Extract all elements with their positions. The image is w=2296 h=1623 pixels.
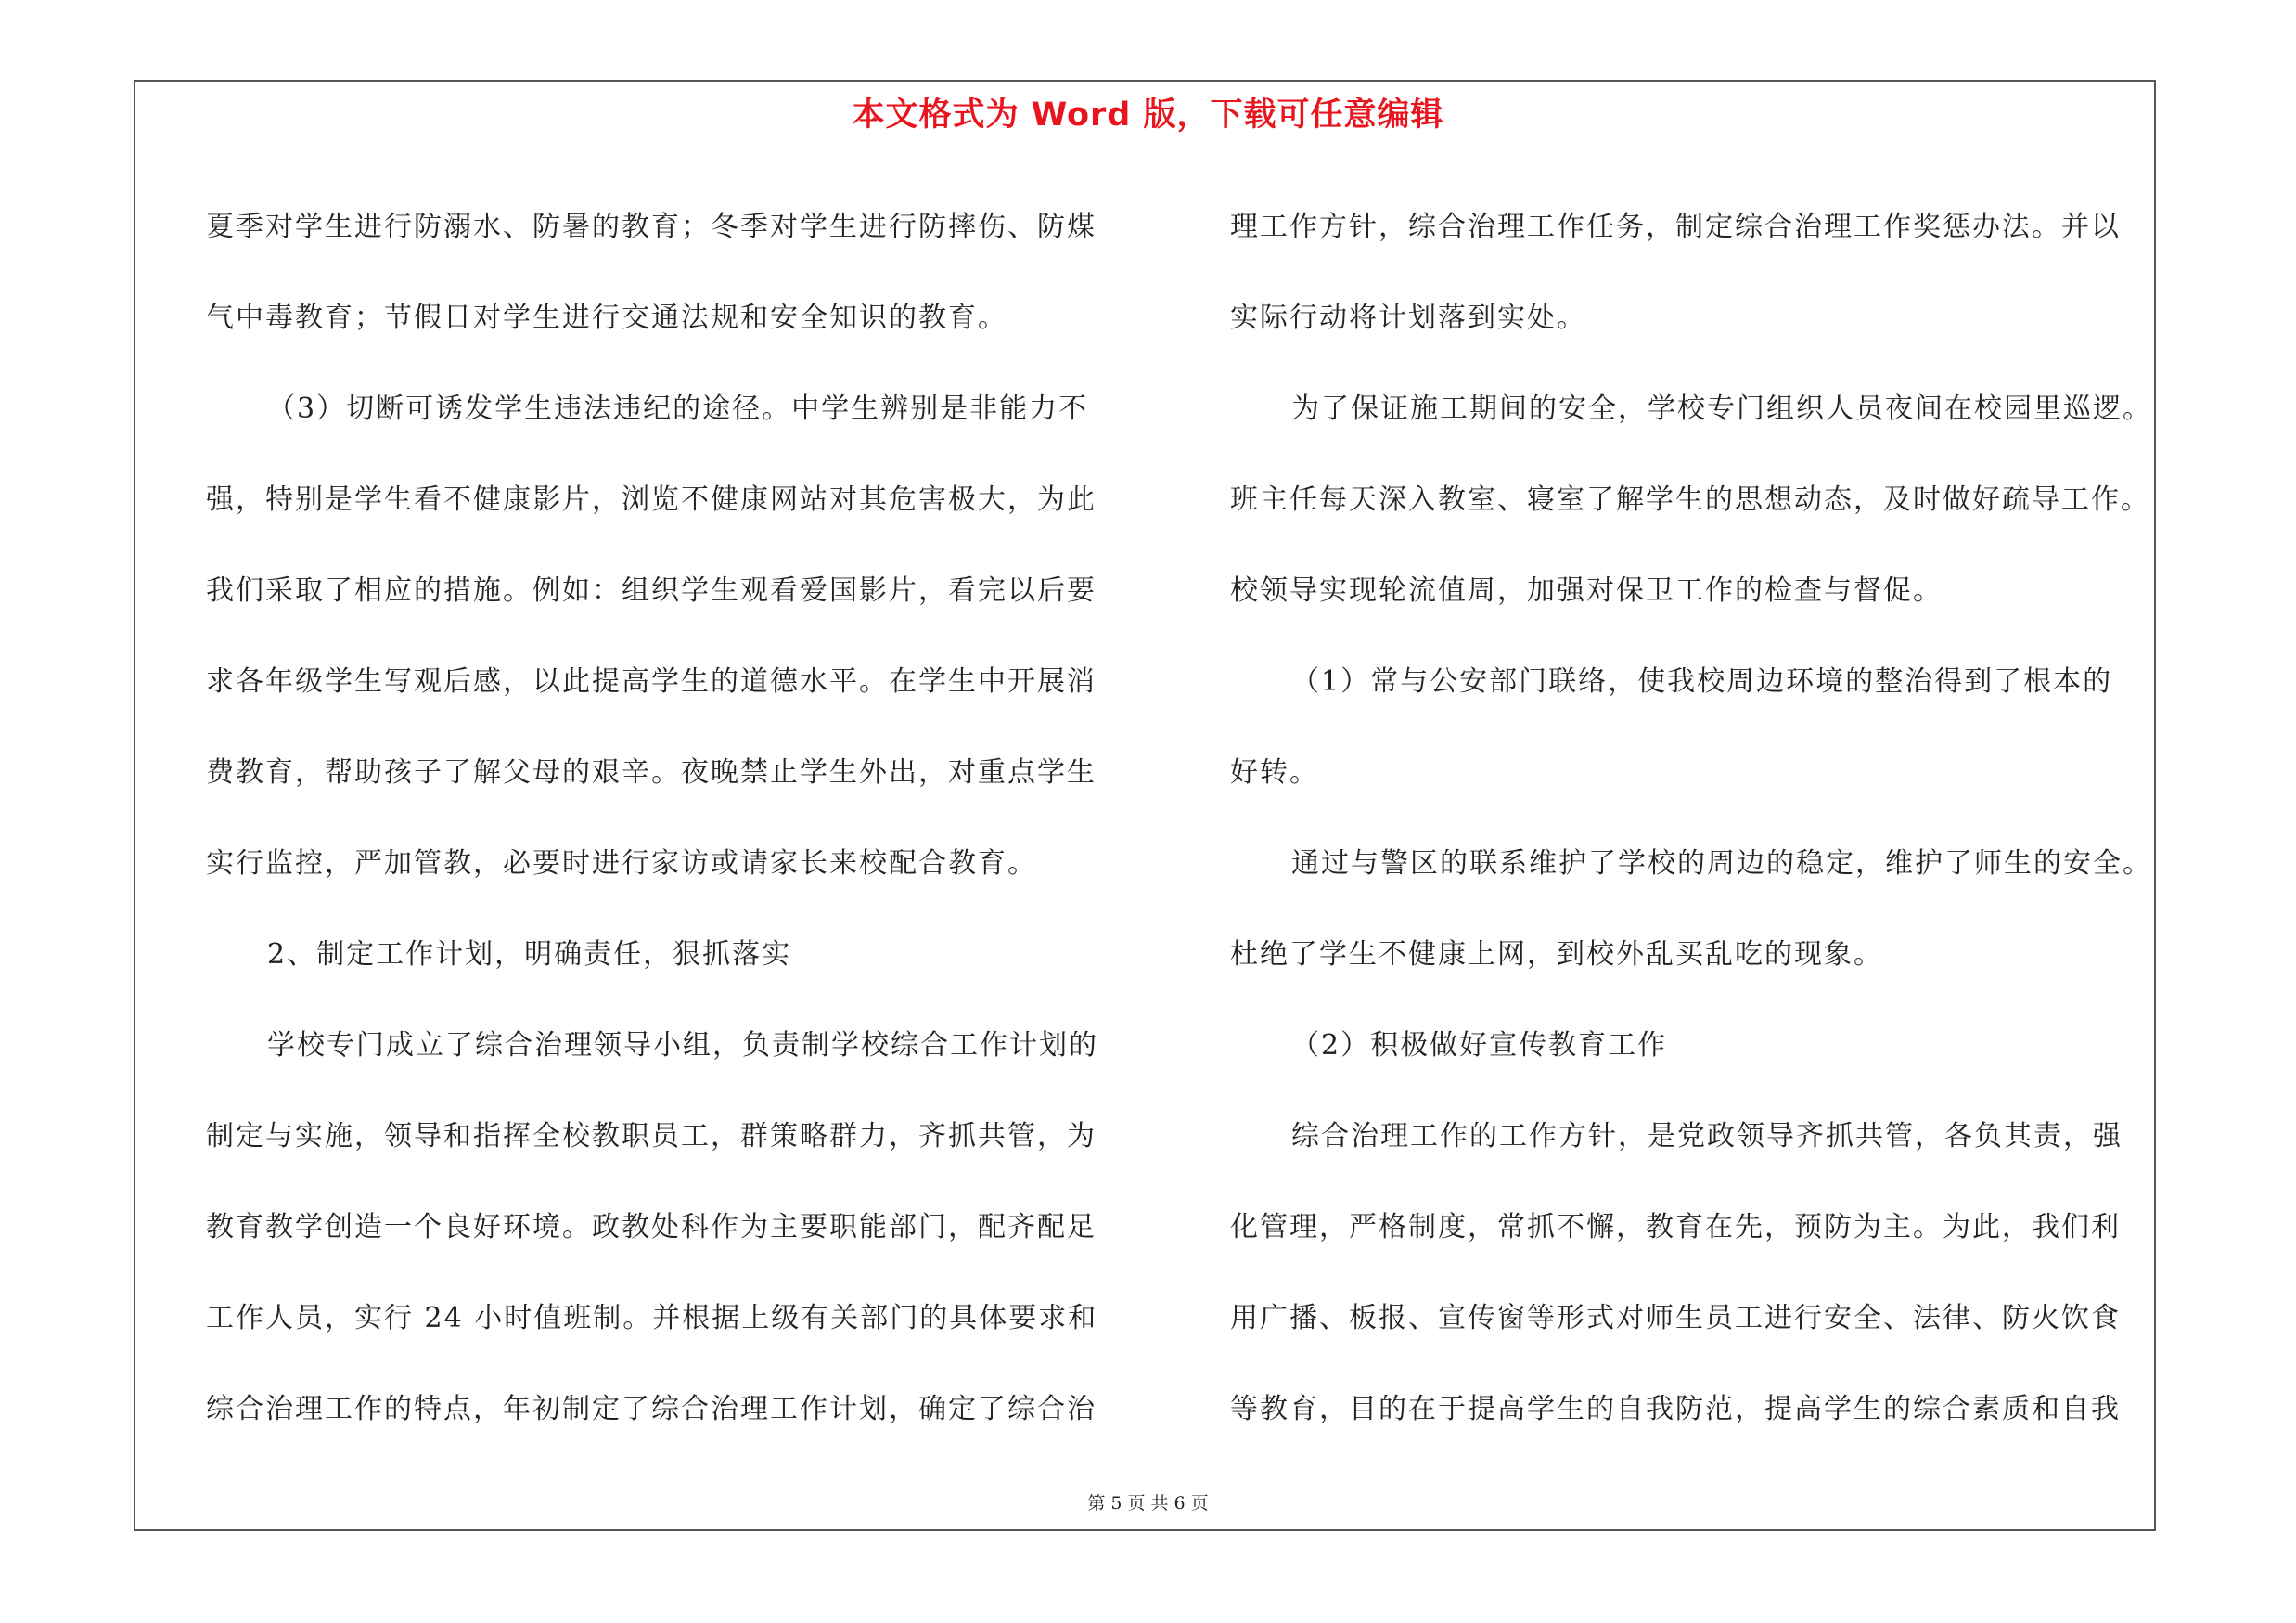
text-line: （1）常与公安部门联络，使我校周边环境的整治得到了根本的 bbox=[1291, 665, 2113, 698]
text-line: 我们采取了相应的措施。例如：组织学生观看爱国影片，看完以后要 bbox=[206, 574, 1097, 607]
document-banner: 本文格式为 Word 版，下载可任意编辑 bbox=[852, 97, 1444, 134]
text-line: 求各年级学生写观后感，以此提高学生的道德水平。在学生中开展消 bbox=[206, 665, 1097, 698]
text-line: 工作人员，实行 24 小时值班制。并根据上级有关部门的具体要求和 bbox=[206, 1302, 1098, 1334]
text-line: 理工作方针，综合治理工作任务，制定综合治理工作奖惩办法。并以 bbox=[1230, 211, 2121, 243]
text-line: 通过与警区的联系维护了学校的周边的稳定，维护了师生的安全。 bbox=[1291, 847, 2152, 880]
right-text-column bbox=[1230, 182, 2152, 1455]
text-line: 2、制定工作计划，明确责任，狠抓落实 bbox=[267, 938, 792, 971]
text-line: （3）切断可诱发学生违法违纪的途径。中学生辨别是非能力不 bbox=[267, 393, 1089, 425]
page-number-footer: 第 5 页 共 6 页 bbox=[1087, 1493, 1209, 1514]
text-line: 强，特别是学生看不健康影片，浏览不健康网站对其危害极大，为此 bbox=[206, 483, 1097, 516]
text-line: 班主任每天深入教室、寝室了解学生的思想动态，及时做好疏导工作。 bbox=[1230, 483, 2150, 516]
text-line: 费教育，帮助孩子了解父母的艰辛。夜晚禁止学生外出，对重点学生 bbox=[206, 756, 1097, 789]
text-line: 用广播、板报、宣传窗等形式对师生员工进行安全、法律、防火饮食 bbox=[1230, 1302, 2121, 1334]
text-line: 教育教学创造一个良好环境。政教处科作为主要职能部门，配齐配足 bbox=[206, 1211, 1097, 1243]
text-line: 杜绝了学生不健康上网，到校外乱买乱吃的现象。 bbox=[1230, 938, 1883, 971]
text-line: 综合治理工作的特点，年初制定了综合治理工作计划，确定了综合治 bbox=[206, 1393, 1097, 1425]
text-line: 实际行动将计划落到实处。 bbox=[1230, 302, 1586, 334]
text-line: 制定与实施，领导和指挥全校教职员工，群策略群力，齐抓共管，为 bbox=[206, 1120, 1097, 1153]
text-line: （2）积极做好宣传教育工作 bbox=[1291, 1029, 1668, 1062]
left-text-column bbox=[206, 182, 1124, 1455]
text-line: 校领导实现轮流值周，加强对保卫工作的检查与督促。 bbox=[1230, 574, 1943, 607]
text-line: 学校专门成立了综合治理领导小组，负责制学校综合工作计划的 bbox=[267, 1029, 1098, 1062]
text-line: 化管理，严格制度，常抓不懈，教育在先，预防为主。为此，我们利 bbox=[1230, 1211, 2121, 1243]
text-line: 夏季对学生进行防溺水、防暑的教育；冬季对学生进行防摔伤、防煤 bbox=[206, 211, 1097, 243]
text-line: 气中毒教育；节假日对学生进行交通法规和安全知识的教育。 bbox=[206, 302, 1007, 334]
text-line: 实行监控，严加管教，必要时进行家访或请家长来校配合教育。 bbox=[206, 847, 1037, 880]
text-line: 等教育，目的在于提高学生的自我防范，提高学生的综合素质和自我 bbox=[1230, 1393, 2121, 1425]
text-line: 好转。 bbox=[1230, 756, 1319, 789]
text-line: 综合治理工作的工作方针，是党政领导齐抓共管，各负其责，强 bbox=[1291, 1120, 2123, 1153]
text-line: 为了保证施工期间的安全，学校专门组织人员夜间在校园里巡逻。 bbox=[1291, 393, 2152, 425]
